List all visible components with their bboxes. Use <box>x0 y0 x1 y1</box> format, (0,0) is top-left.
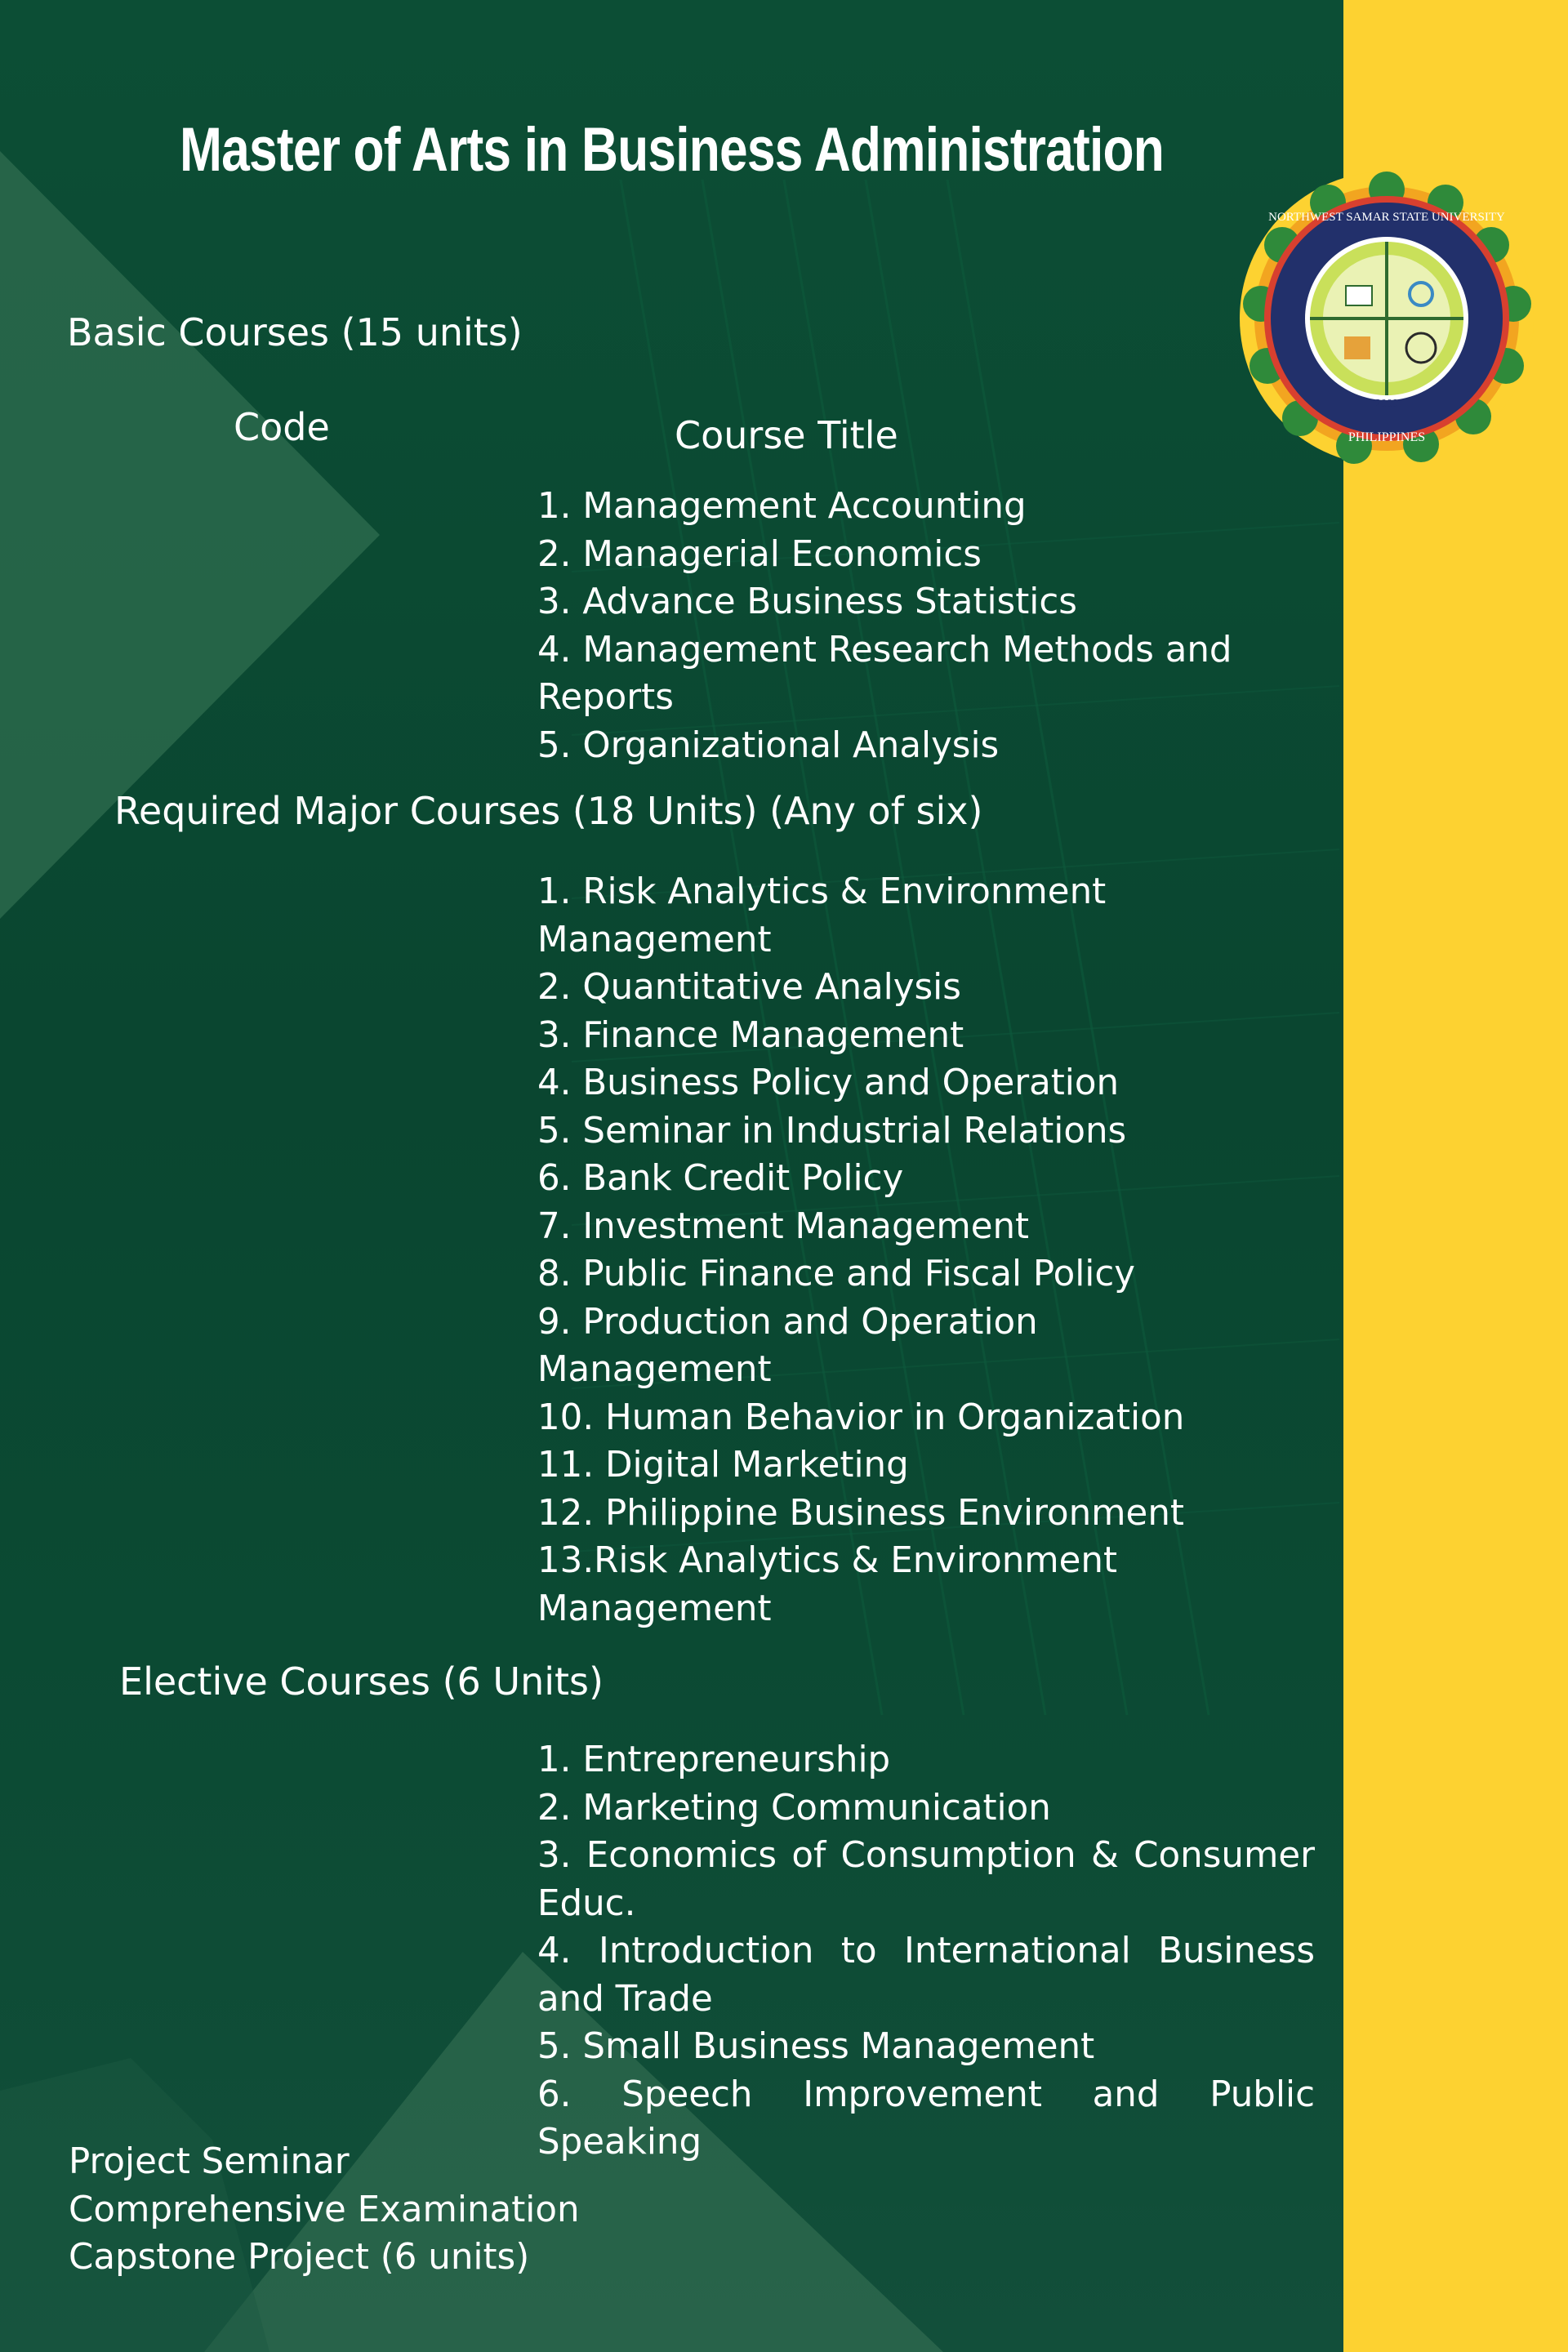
list-item: 4. Business Policy and Operation <box>537 1062 1120 1103</box>
list-item: 1. Management Accounting <box>537 486 1027 527</box>
list-item: 1. Entrepreneurship <box>537 1740 891 1780</box>
list-item: 4. Management Research Methods and Reports <box>537 629 1232 718</box>
list-item: 6. Speech Improvement and Public Speaking <box>537 2074 1315 2163</box>
elective-courses-list <box>537 1736 1315 2167</box>
list-item: 13.Risk Analytics & Environment Management <box>537 1540 1118 1629</box>
list-item: 3. Economics of Consumption & Consumer Educ. <box>537 1835 1315 1924</box>
list-item: 12. Philippine Business Environment <box>537 1492 1184 1534</box>
list-item: 2. Managerial Economics <box>537 533 982 575</box>
seal-year: 2009 <box>1375 398 1398 410</box>
basic-courses-list <box>537 483 1272 769</box>
seal-ring-text-bottom: PHILIPPINES <box>1348 430 1426 444</box>
list-item: 6. Bank Credit Policy <box>537 1158 904 1199</box>
list-item: 5. Organizational Analysis <box>537 724 1000 766</box>
code-column-header: Code <box>234 405 330 449</box>
list-item: 5. Seminar in Industrial Relations <box>537 1110 1127 1152</box>
comprehensive-exam-label: Comprehensive Examination <box>69 2189 580 2230</box>
basic-courses-heading: Basic Courses (15 units) <box>67 310 523 354</box>
list-item: 8. Public Finance and Fiscal Policy <box>537 1254 1136 1294</box>
list-item: 2. Quantitative Analysis <box>537 967 961 1008</box>
list-item: 11. Digital Marketing <box>537 1445 909 1486</box>
list-item: 5. Small Business Management <box>537 2026 1095 2067</box>
course-title-column-header: Course Title <box>675 413 898 457</box>
list-item: 1. Risk Analytics & Environment Management <box>537 871 1107 960</box>
list-item: 3. Advance Business Statistics <box>537 581 1077 622</box>
capstone-label: Capstone Project (6 units) <box>69 2237 530 2278</box>
footer-requirements <box>69 2138 580 2282</box>
list-item: 9. Production and Operation Management <box>537 1301 1038 1390</box>
elective-courses-heading: Elective Courses (6 Units) <box>119 1659 604 1704</box>
list-item: 2. Marketing Communication <box>537 1787 1051 1829</box>
major-courses-heading: Required Major Courses (18 Units) (Any of six) <box>114 789 983 833</box>
project-seminar-label: Project Seminar <box>69 2141 350 2182</box>
list-item: 7. Investment Management <box>537 1205 1030 1247</box>
major-courses-list <box>537 868 1185 1633</box>
list-item: 3. Finance Management <box>537 1014 964 1056</box>
seal-ring-text-top: NORTHWEST SAMAR STATE UNIVERSITY <box>1268 211 1505 224</box>
university-seal <box>1232 163 1542 474</box>
page-title: Master of Arts in Business Administration <box>180 115 1164 185</box>
list-item: 10. Human Behavior in Organization <box>537 1396 1185 1438</box>
list-item: 4. Introduction to International Business and Trade <box>537 1931 1315 2020</box>
